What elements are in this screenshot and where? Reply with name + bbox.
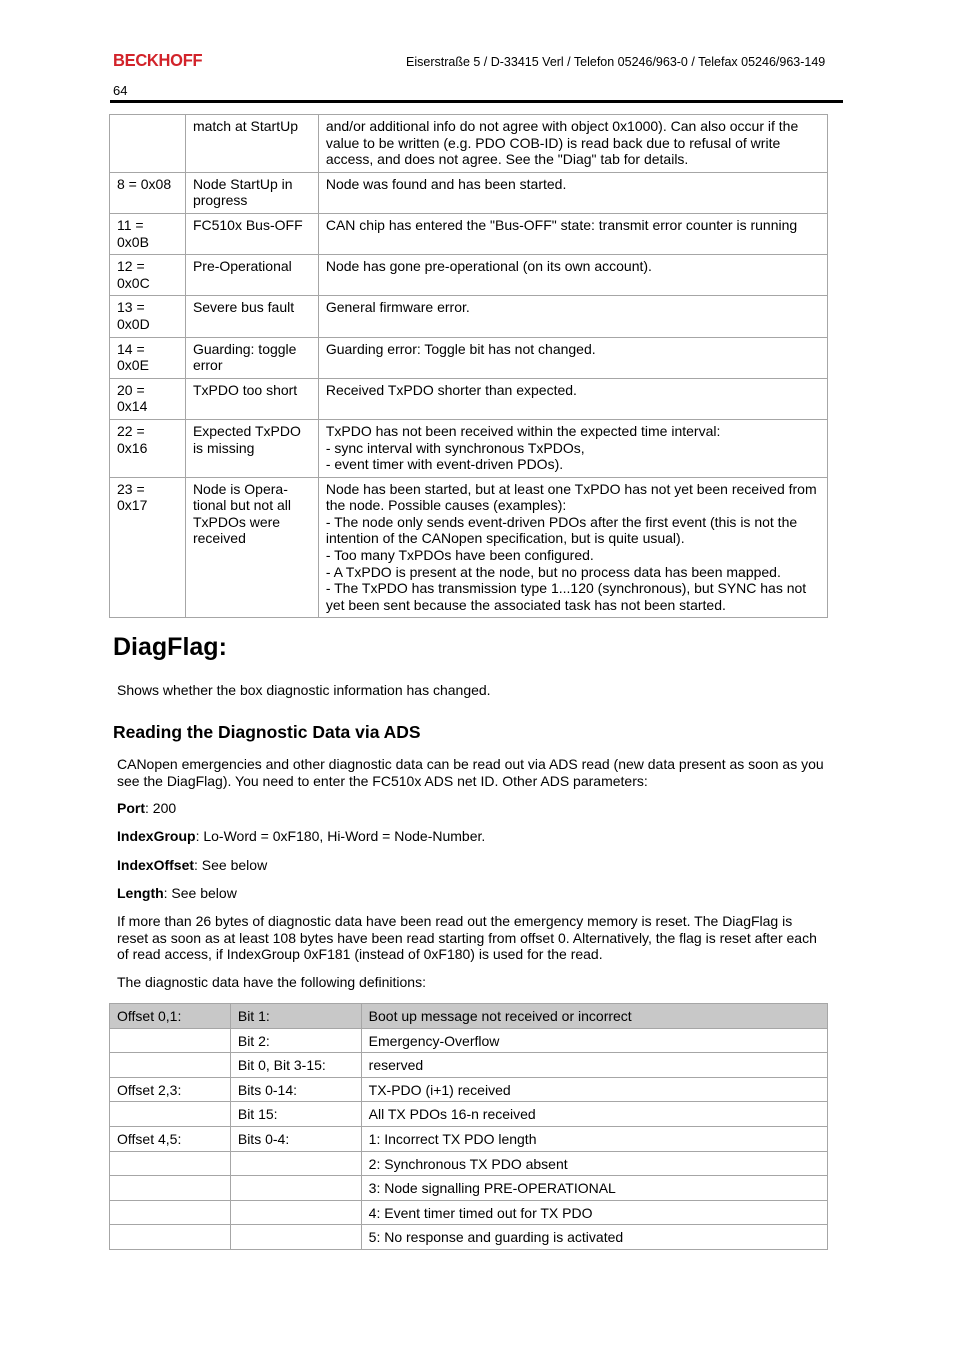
error-name-cell xyxy=(185,115,318,173)
indexoffset-label: IndexOffset xyxy=(117,857,195,873)
meaning-cell xyxy=(361,1028,827,1053)
error-description-cell xyxy=(318,419,827,477)
error-code-cell-text: 23 = 0x17 xyxy=(117,480,148,514)
table-row xyxy=(110,1225,828,1250)
error-code-cell-text: 14 = 0x0E xyxy=(117,340,149,374)
error-description-cell xyxy=(318,378,827,419)
error-code-cell xyxy=(110,213,186,254)
table-row xyxy=(110,1126,828,1151)
reset-text: If more than 26 bytes of diagnostic data have been read out the emergency memory is reset. The DiagFlag is reset as soon as at least 108 bytes have been read starting from offset 0. Alternatively, the flag is reset after each of read access, if IndexGroup 0xF181 (instead of 0xF180) is used for the read. xyxy=(117,913,817,963)
offset-cell-text xyxy=(110,1176,230,1200)
indexoffset-param xyxy=(117,857,827,874)
bits-cell xyxy=(230,1028,361,1053)
meaning-cell-text: 5: No response and guarding is activated xyxy=(368,1229,624,1246)
error-description-cell-text: CAN chip has entered the "Bus-OFF" state: transmit error counter is running xyxy=(325,216,798,233)
error-name-cell xyxy=(185,296,318,337)
indexgroup-label: IndexGroup xyxy=(117,828,196,844)
port-value: : 200 xyxy=(145,800,177,816)
error-name-cell-text: Node StartUp in progress xyxy=(192,175,293,209)
error-code-cell xyxy=(110,115,186,173)
error-description-cell xyxy=(318,172,827,213)
table-row xyxy=(110,1102,828,1127)
definitions-intro: The diagnostic data have the following definitions: xyxy=(117,974,426,990)
bits-cell xyxy=(230,1151,361,1176)
length-label: Length xyxy=(117,885,164,901)
error-code-cell-text: 13 = 0x0D xyxy=(117,299,150,332)
offset-cell-text xyxy=(110,1102,230,1126)
error-name-cell xyxy=(185,213,318,254)
error-code-cell-text xyxy=(110,115,185,139)
error-code-cell xyxy=(110,172,186,213)
bits-cell-text xyxy=(231,1201,361,1225)
meaning-cell-text: TX-PDO (i+1) received xyxy=(368,1081,511,1098)
error-description-cell xyxy=(318,255,827,296)
table-row xyxy=(110,115,828,173)
meaning-cell xyxy=(361,1102,827,1127)
error-code-cell-text: 11 = 0x0B xyxy=(117,216,149,250)
error-description-cell-text: Received TxPDO shorter than expected. xyxy=(325,381,577,398)
error-description-cell-text: Node has been started, but at least one TxPDO has not yet been received from the node. Possible causes (examples): - The node only sends event-driven PDOs after the first event (this is not the intention of the CANopen specification, but is quite usual). - Too many TxPDOs have been configured. - A TxPDO is present at the node, but no process data has been mapped. - The TxPDO has transmission type 1...120 (synchronous), but SYNC has not yet been sent because the associated task has not been started. xyxy=(325,480,817,613)
meaning-cell-text: Emergency-Overflow xyxy=(368,1032,500,1049)
meaning-cell-text: 4: Event timer timed out for TX PDO xyxy=(368,1204,593,1221)
error-name-cell xyxy=(185,378,318,419)
offset-cell xyxy=(110,1028,231,1053)
error-code-cell-text: 20 = 0x14 xyxy=(117,381,148,415)
error-code-cell xyxy=(110,337,186,378)
meaning-cell-text: 3: Node signalling PRE-OPERATIONAL xyxy=(368,1180,616,1197)
offset-cell-text: Offset 0,1: xyxy=(117,1008,182,1024)
error-description-cell xyxy=(318,296,827,337)
bits-cell xyxy=(230,1004,361,1029)
offset-cell-text xyxy=(110,1152,230,1176)
ads-section-heading: Reading the Diagnostic Data via ADS xyxy=(113,722,421,742)
diagflag-heading: DiagFlag: xyxy=(113,633,227,661)
table-row xyxy=(110,1004,828,1029)
error-description-cell xyxy=(318,337,827,378)
error-name-cell-text: Node is Opera- tional but not all TxPDOs were received xyxy=(192,480,292,547)
error-name-cell-text: Expected TxPDO is missing xyxy=(192,422,301,456)
meaning-cell-text: reserved xyxy=(368,1057,424,1074)
error-description-cell-text: TxPDO has not been received within the expected time interval: - sync interval with synchronous TxPDOs, - event timer with event-driven PDOs). xyxy=(325,422,721,473)
offset-cell xyxy=(110,1200,231,1225)
bits-cell xyxy=(230,1176,361,1201)
error-code-cell xyxy=(110,477,186,618)
error-name-cell xyxy=(185,337,318,378)
company-address: Eiserstraße 5 / D-33415 Verl / Telefon 05246/963-0 / Telefax 05246/963-149 xyxy=(406,55,826,69)
meaning-cell xyxy=(361,1004,827,1029)
bits-cell-text xyxy=(231,1152,361,1176)
table-row xyxy=(110,378,828,419)
offset-cell-text xyxy=(110,1201,230,1225)
length-value: : See below xyxy=(163,885,237,901)
error-name-cell xyxy=(185,419,318,477)
meaning-cell xyxy=(361,1126,827,1151)
bits-cell-text xyxy=(231,1225,361,1249)
table-row xyxy=(110,1053,828,1078)
error-description-cell-text: Node was found and has been started. xyxy=(325,175,567,192)
meaning-cell xyxy=(361,1200,827,1225)
meaning-cell-text: All TX PDOs 16-n received xyxy=(368,1106,536,1123)
error-code-table xyxy=(109,114,828,618)
offset-cell xyxy=(110,1053,231,1078)
meaning-cell xyxy=(361,1053,827,1078)
offset-cell xyxy=(110,1126,231,1151)
error-name-cell xyxy=(185,477,318,618)
error-code-cell xyxy=(110,255,186,296)
length-param xyxy=(117,885,827,902)
error-description-cell-text: Node has gone pre-operational (on its own account). xyxy=(325,258,652,275)
table-row xyxy=(110,172,828,213)
meaning-cell xyxy=(361,1077,827,1102)
table-row xyxy=(110,1176,828,1201)
ads-intro-text: CANopen emergencies and other diagnostic data can be read out via ADS read (new data present as soon as you see the DiagFlag). You need to enter the FC510x ADS net ID. Other ADS parameters: xyxy=(117,756,824,789)
error-description-cell-text: General firmware error. xyxy=(325,299,470,316)
table-row xyxy=(110,477,828,618)
error-code-cell-text: 22 = 0x16 xyxy=(117,422,148,456)
table-row xyxy=(110,1151,828,1176)
error-name-cell xyxy=(185,172,318,213)
table-row xyxy=(110,213,828,254)
offset-cell xyxy=(110,1077,231,1102)
bits-cell xyxy=(230,1225,361,1250)
error-name-cell-text: Guarding: toggle error xyxy=(192,340,297,374)
error-code-cell xyxy=(110,419,186,477)
error-code-cell xyxy=(110,378,186,419)
meaning-cell xyxy=(361,1151,827,1176)
meaning-cell-text: 2: Synchronous TX PDO absent xyxy=(368,1155,568,1172)
header-rule xyxy=(110,100,843,103)
offset-cell-text: Offset 4,5: xyxy=(117,1130,182,1147)
bits-cell xyxy=(230,1126,361,1151)
indexgroup-param xyxy=(117,828,827,845)
bits-cell-text: Bits 0-14: xyxy=(237,1081,297,1098)
meaning-cell-text: Boot up message not received or incorrect xyxy=(368,1008,632,1024)
bits-cell xyxy=(230,1102,361,1127)
bits-cell-text: Bit 2: xyxy=(237,1032,270,1049)
bits-cell-text: Bit 1: xyxy=(237,1008,270,1024)
table-row xyxy=(110,296,828,337)
meaning-cell xyxy=(361,1176,827,1201)
error-name-cell-text: Pre-Operational xyxy=(192,258,292,275)
meaning-cell xyxy=(361,1225,827,1250)
table-row xyxy=(110,1077,828,1102)
table-row xyxy=(110,1028,828,1053)
meaning-cell-text: 1: Incorrect TX PDO length xyxy=(368,1130,537,1147)
offset-cell-text: Offset 2,3: xyxy=(117,1081,182,1098)
error-code-cell-text: 12 = 0x0C xyxy=(117,258,150,291)
error-description-cell xyxy=(318,477,827,618)
offset-cell-text xyxy=(110,1225,230,1249)
table-row xyxy=(110,255,828,296)
table-row xyxy=(110,1200,828,1225)
indexoffset-value: : See below xyxy=(194,857,268,873)
error-description-cell xyxy=(318,115,827,173)
offset-cell xyxy=(110,1151,231,1176)
bits-cell xyxy=(230,1200,361,1225)
bits-cell-text: Bit 15: xyxy=(237,1106,278,1123)
diagflag-text: Shows whether the box diagnostic information has changed. xyxy=(117,682,491,698)
bits-cell xyxy=(230,1077,361,1102)
error-code-cell-text: 8 = 0x08 xyxy=(117,175,172,192)
indexgroup-value: : Lo-Word = 0xF180, Hi-Word = Node-Number. xyxy=(195,828,486,844)
offset-cell xyxy=(110,1004,231,1029)
bits-cell-text xyxy=(231,1176,361,1200)
diagnostic-data-table xyxy=(109,1003,828,1250)
error-description-cell xyxy=(318,213,827,254)
error-description-cell-text: and/or additional info do not agree with object 0x1000). Can also occur if the value to be written (e.g. PDO COB-ID) is read back due to refusal of write access, and does not agree. See the "Diag" tab for details. xyxy=(325,118,799,168)
offset-cell-text xyxy=(110,1053,230,1077)
error-name-cell-text: FC510x Bus-OFF xyxy=(192,216,303,233)
port-label: Port xyxy=(117,800,145,816)
page-number: 64 xyxy=(113,83,128,98)
error-description-cell-text: Guarding error: Toggle bit has not changed. xyxy=(325,340,596,357)
error-name-cell-text: Severe bus fault xyxy=(192,299,295,316)
error-name-cell xyxy=(185,255,318,296)
bits-cell-text: Bit 0, Bit 3-15: xyxy=(237,1057,326,1074)
offset-cell-text xyxy=(110,1029,230,1053)
error-name-cell-text: TxPDO too short xyxy=(192,381,298,398)
table-row xyxy=(110,419,828,477)
offset-cell xyxy=(110,1102,231,1127)
offset-cell xyxy=(110,1225,231,1250)
offset-cell xyxy=(110,1176,231,1201)
port-param xyxy=(117,800,827,817)
bits-cell-text: Bits 0-4: xyxy=(237,1130,290,1147)
error-name-cell-text: match at StartUp xyxy=(192,118,298,134)
bits-cell xyxy=(230,1053,361,1078)
table-row xyxy=(110,337,828,378)
error-code-cell xyxy=(110,296,186,337)
beckhoff-logo: BECKHOFF xyxy=(113,51,203,71)
